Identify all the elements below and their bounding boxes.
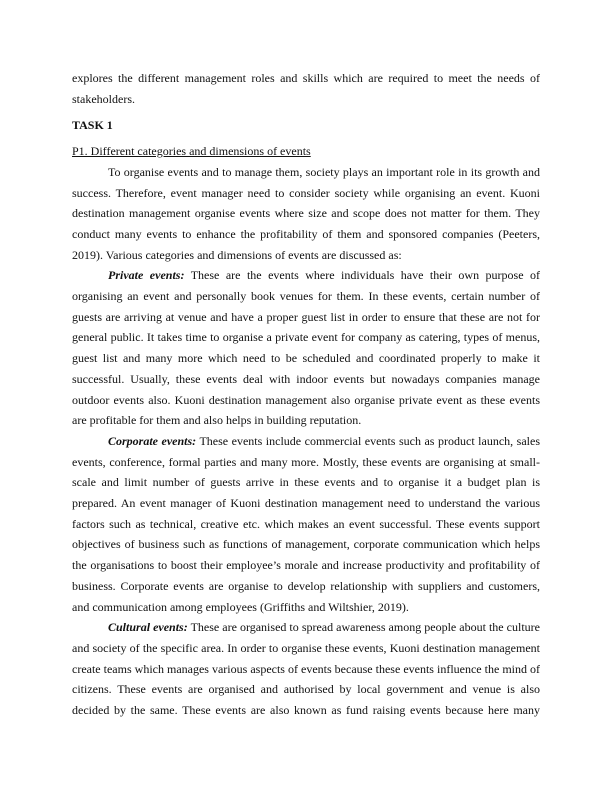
paragraph-lead: Corporate events: [108, 433, 197, 448]
paragraph-lead: Private events: [108, 268, 185, 283]
paragraph-lead: Cultural events: [108, 620, 188, 635]
paragraph-text: To organise events and to manage them, society plays an important role in its growth and success. Therefore, event manager need to consider society while organising an event. Kuoni destination management organise events where size and scope does not matter for them. They conduct many events to enhance the profitability of them and sponsored companies (Peeters, 2019). Various categories and dimensions of events are discussed as: [72, 164, 540, 262]
paragraph-corporate-events [72, 431, 540, 617]
document-page [72, 68, 540, 721]
paragraph-text: These are the events where individuals have their own purpose of organising an event and personally book venues for them. In these events, certain number of guests are arriving at venue and have a proper guest list in order to ensure that these are not for general public. It takes time to organise a private event for company as catering, types of menus, guest list and many more which need to be scheduled and coordinated properly to make it successful. Usually, these events deal with indoor events but nowadays companies manage outdoor events also. Kuoni destination management also organise private event as these events are profitable for them and also helps in building reputation. [72, 268, 540, 428]
paragraph-intro [72, 162, 540, 266]
paragraph-text: These events include commercial events such as product launch, sales events, conference, formal parties and many more. Mostly, these events are organising at small-scale and limit number of guests arrive in these events and to organise it a budget plan is prepared. An event manager of Kuoni destination management need to understand the various factors such as technical, creative etc. which makes an event successful. These events support objectives of business such as functions of management, corporate communication which helps the organisations to boost their employee’s morale and increase productivity and profitability of business. Corporate events are organise to develop relationship with suppliers and customers, and communication among employees (Griffiths and Wiltshier, 2019). [72, 433, 540, 614]
paragraph-private-events [72, 265, 540, 431]
section-heading [72, 141, 540, 162]
task-heading: TASK 1 [72, 118, 113, 133]
intro-continuation: explores the different management roles and skills which are required to meet the needs of stakeholders. [72, 71, 540, 106]
paragraph-text: These are organised to spread awareness among people about the culture and society of the specific area. In order to organise these events, Kuoni destination management create teams which manages various aspects of events because these events influence the mind of citizens. These events are organised and authorised by local government and venue is also decided by the same. These events are also known as fund raising events because here many [72, 620, 540, 718]
paragraph-cultural-events [72, 617, 540, 721]
section-heading-text: P1. Different categories and dimensions of events [72, 144, 311, 159]
